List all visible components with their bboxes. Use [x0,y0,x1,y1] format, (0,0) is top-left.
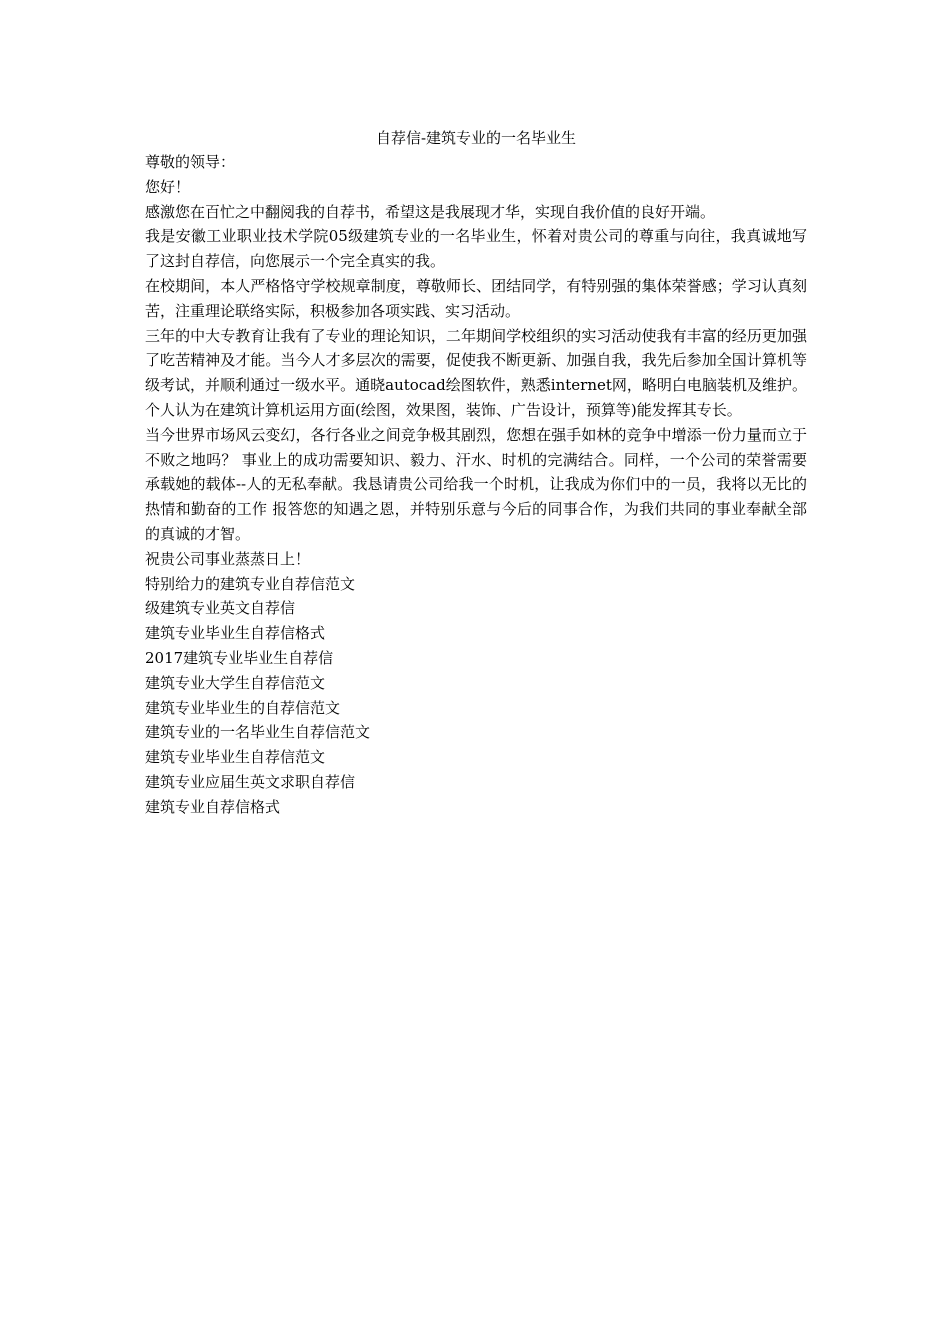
related-link[interactable]: 建筑专业毕业生自荐信格式 [145,624,326,643]
paragraph-skills: 三年的中大专教育让我有了专业的理论知识，二年期间学校组织的实习活动使我有丰富的经历更加强了吃苦精神及才能。当今人才多层次的需要，促使我不断更新、加强自我，我先后参加全国计算机等级考试，并顺利通过一级水平。通晓autocad绘图软件，熟悉internet网，略明白电脑装机及维护。个人认为在建筑计算机运用方面(绘图，效果图，装饰、广告设计，预算等)能发挥其专长。 [145,326,807,419]
related-link[interactable]: 级建筑专业英文自荐信 [145,599,296,618]
related-link[interactable]: 建筑专业自荐信格式 [145,797,281,816]
paragraph-background: 我是安徽工业职业技术学院05级建筑专业的一名毕业生，怀着对贵公司的尊重与向往，我真诚地写了这封自荐信，向您展示一个完全真实的我。 [145,227,807,271]
related-link[interactable]: 建筑专业毕业生的自荐信范文 [145,698,341,717]
related-link[interactable]: 特别给力的建筑专业自荐信范文 [145,574,356,593]
paragraph-request: 当今世界市场风云变幻，各行各业之间竞争极其剧烈，您想在强手如林的竞争中增添一份力量而立于不败之地吗？ 事业上的成功需要知识、毅力、汗水、时机的完满结合。同样，一个公司的荣誉需要承载她的载体--人的无私奉献。我恳请贵公司给我一个时机，让我成为你们中的一员，我将以无比的热情和勤奋的工作 报答您的知遇之恩，并特别乐意与今后的同事合作，为我们共同的事业奉献全部的真诚的才智。 [145,425,807,543]
salutation: 尊敬的领导： [145,153,236,171]
related-link[interactable]: 建筑专业的一名毕业生自荐信范文 [145,723,371,742]
paragraph-intro: 感激您在百忙之中翻阅我的自荐书，希望这是我展现才华，实现自我价值的良好开端。 [145,202,716,221]
related-link[interactable]: 建筑专业应届生英文求职自荐信 [145,772,356,791]
related-links-list [145,572,807,820]
related-link[interactable]: 建筑专业毕业生自荐信范文 [145,748,326,767]
related-link[interactable]: 2017建筑专业毕业生自荐信 [145,648,334,667]
document-page [145,126,807,820]
paragraph-school: 在校期间，本人严格恪守学校规章制度，尊敬师长、团结同学，有特别强的集体荣誉感；学习认真刻苦，注重理论联络实际，积极参加各项实践、实习活动。 [145,276,807,320]
related-link[interactable]: 建筑专业大学生自荐信范文 [145,673,326,692]
greeting: 您好！ [145,177,191,196]
document-title: 自荐信-建筑专业的一名毕业生 [375,129,577,147]
closing: 祝贵公司事业蒸蒸日上！ [145,549,311,568]
